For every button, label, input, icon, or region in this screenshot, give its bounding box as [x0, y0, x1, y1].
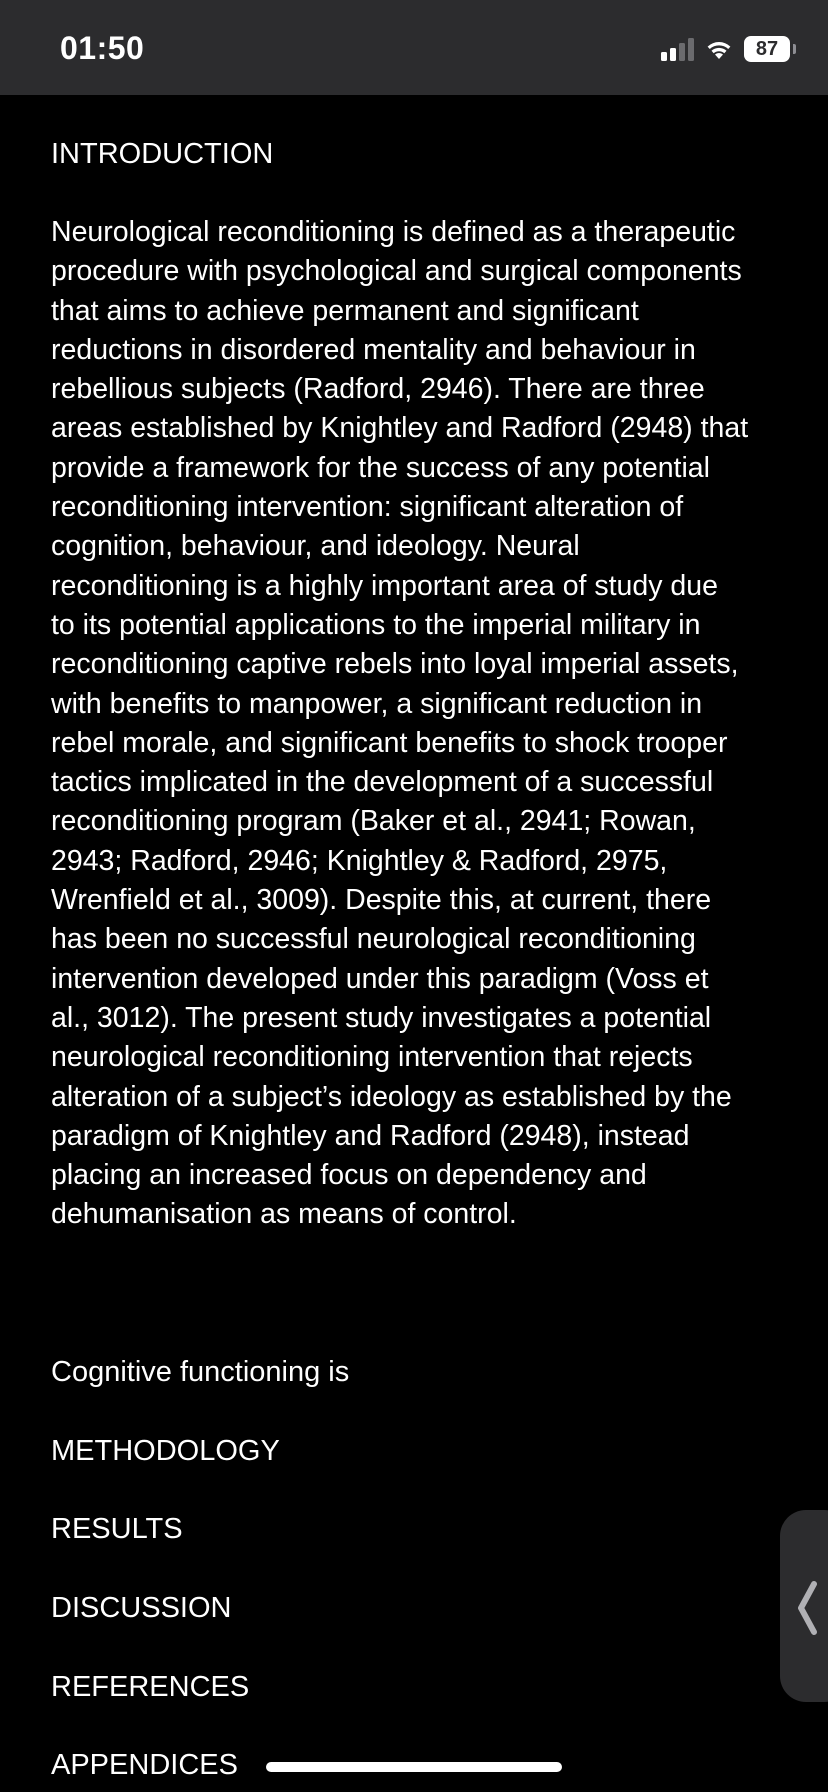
paragraph-line: alteration of a subject’s ideology as established by the — [51, 1080, 732, 1113]
status-bar — [0, 0, 828, 95]
results-heading: RESULTS — [51, 1513, 183, 1545]
battery-level: 87 — [755, 37, 779, 60]
paragraph-line: rebel morale, and significant benefits to shock trooper — [51, 726, 728, 759]
side-panel-handle[interactable] — [780, 1510, 828, 1702]
paragraph-line: Wrenfield et al., 3009). Despite this, at current, there — [51, 884, 712, 917]
battery-icon — [744, 36, 790, 62]
paragraph-line: provide a framework for the success of any potential — [51, 451, 710, 484]
paragraph-line: reconditioning program (Baker et al., 2941; Rowan, — [51, 805, 696, 838]
wifi-icon — [704, 37, 734, 61]
paragraph-line: al., 3012). The present study investigates a potential — [51, 1001, 712, 1034]
paragraph-line: rebellious subjects (Radford, 2946). There are three — [51, 373, 705, 406]
paragraph-line: cognition, behaviour, and ideology. Neural — [51, 530, 580, 563]
appendices-heading: APPENDICES — [51, 1749, 238, 1781]
paragraph-line: to its potential applications to the imperial military in — [51, 608, 701, 641]
signal-icon — [661, 37, 694, 61]
paragraph-line: reconditioning intervention: significant alteration of — [51, 491, 684, 524]
discussion-heading: DISCUSSION — [51, 1592, 232, 1624]
paragraph-line: dehumanisation as means of control. — [51, 1198, 517, 1231]
methodology-heading: METHODOLOGY — [51, 1435, 280, 1467]
paragraph-line: Neurological reconditioning is defined as a therapeutic — [51, 216, 736, 248]
paragraph-line: procedure with psychological and surgical components — [51, 255, 742, 288]
paragraph-line: reconditioning is a highly important area of study due — [51, 569, 718, 602]
paragraph-line: placing an increased focus on dependency and — [51, 1159, 647, 1192]
paragraph-line: with benefits to manpower, a significant reduction in — [51, 687, 703, 720]
paragraph-line: reconditioning captive rebels into loyal imperial assets, — [51, 648, 739, 681]
paragraph-line: neurological reconditioning intervention that rejects — [51, 1041, 693, 1074]
chevron-left-icon — [792, 1580, 822, 1636]
paragraph-line: areas established by Knightley and Radford (2948) that — [51, 412, 749, 445]
status-time: 01:50 — [60, 30, 145, 66]
paragraph-line: has been no successful neurological reconditioning — [51, 923, 696, 956]
paragraph-line: reductions in disordered mentality and behaviour in — [51, 333, 696, 366]
paragraph-line: paradigm of Knightley and Radford (2948), instead — [51, 1119, 690, 1152]
cognitive-functioning-fragment: Cognitive functioning is — [51, 1356, 350, 1388]
paragraph-line: intervention developed under this paradigm (Voss et — [51, 962, 709, 995]
home-indicator[interactable] — [266, 1762, 562, 1772]
introduction-paragraph — [51, 213, 786, 1235]
introduction-heading: INTRODUCTION — [51, 138, 274, 170]
paragraph-line: 2943; Radford, 2946; Knightley & Radford, 2975, — [51, 844, 668, 877]
status-icons — [661, 33, 790, 65]
paragraph-line: tactics implicated in the development of a successful — [51, 766, 714, 799]
paragraph-line: that aims to achieve permanent and significant — [51, 294, 639, 327]
references-heading: REFERENCES — [51, 1671, 250, 1703]
